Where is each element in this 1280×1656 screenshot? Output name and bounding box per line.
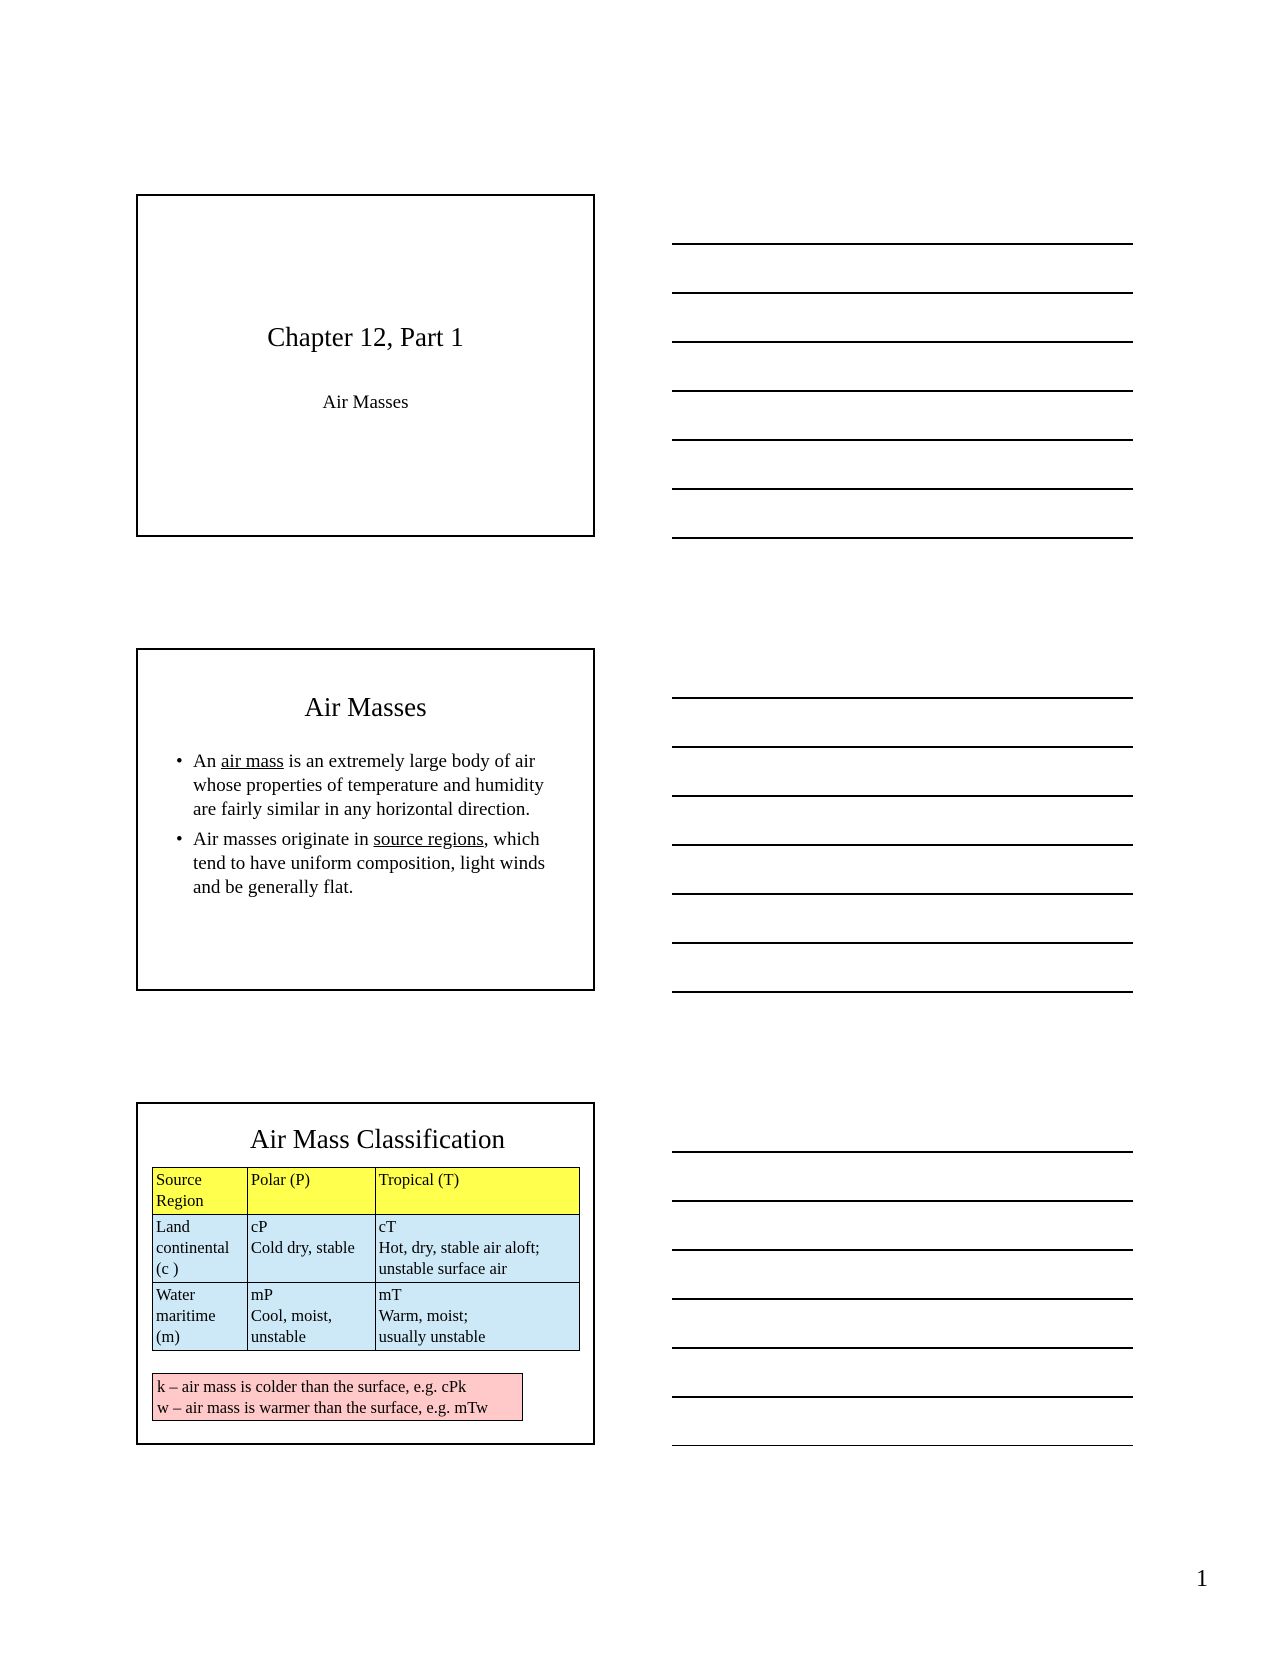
slide-2-bullets: [176, 750, 571, 906]
note-line: [672, 341, 1133, 343]
cell-region: Water maritime (m): [153, 1283, 248, 1351]
header-polar: Polar (P): [247, 1168, 375, 1215]
note-line: [672, 1445, 1133, 1446]
note-line: [672, 292, 1133, 294]
term-air-mass: air mass: [220, 751, 284, 772]
note-line: [672, 893, 1133, 895]
slide-1-subtitle: Air Masses: [322, 392, 409, 413]
bullet-source-regions: • Air masses originate in source regions, which tend to have uniform composition, light winds and be generally flat.: [176, 828, 571, 900]
slide-1-title: Chapter 12, Part 1: [267, 322, 464, 352]
note-line: [672, 1200, 1133, 1202]
bullet-air-mass: • An air mass is an extremely large body of air whose properties of temperature and humidity are fairly similar in any horizontal direction.: [176, 750, 571, 822]
suffix-note-box: [152, 1373, 523, 1421]
note-line: [672, 746, 1133, 748]
slide-3: [136, 1102, 595, 1445]
slide-1: [136, 194, 595, 537]
note-line: [672, 942, 1133, 944]
header-tropical: Tropical (T): [375, 1168, 579, 1215]
cell-region: Land continental (c ): [153, 1215, 248, 1283]
note-line: [672, 697, 1133, 699]
cell-polar: mP Cool, moist, unstable: [247, 1283, 375, 1351]
table-row: [153, 1215, 580, 1283]
note-k: k – air mass is colder than the surface, e.g. cPk: [157, 1377, 467, 1396]
slide-3-title: Air Mass Classification: [250, 1124, 505, 1154]
table-header-row: [153, 1168, 580, 1215]
cell-tropical: mT Warm, moist; usually unstable: [375, 1283, 579, 1351]
slide-2: [136, 648, 595, 991]
note-line: [672, 1396, 1133, 1398]
note-line: [672, 1151, 1133, 1153]
note-line: [672, 537, 1133, 539]
header-source-region: Source Region: [153, 1168, 248, 1215]
slide-2-title: Air Masses: [304, 692, 427, 722]
table-row: [153, 1283, 580, 1351]
cell-polar: cP Cold dry, stable: [247, 1215, 375, 1283]
note-line: [672, 795, 1133, 797]
note-line: [672, 1347, 1133, 1349]
note-w: w – air mass is warmer than the surface, e.g. mTw: [157, 1398, 489, 1417]
note-line: [672, 844, 1133, 846]
page-number: 1: [1196, 1566, 1208, 1592]
note-line: [672, 1249, 1133, 1251]
note-line: [672, 439, 1133, 441]
note-line: [672, 243, 1133, 245]
note-line: [672, 390, 1133, 392]
note-line: [672, 488, 1133, 490]
note-line: [672, 991, 1133, 993]
note-line: [672, 1298, 1133, 1300]
cell-tropical: cT Hot, dry, stable air aloft; unstable surface air: [375, 1215, 579, 1283]
term-source-regions: source regions: [373, 829, 484, 850]
classification-table: [152, 1167, 580, 1351]
